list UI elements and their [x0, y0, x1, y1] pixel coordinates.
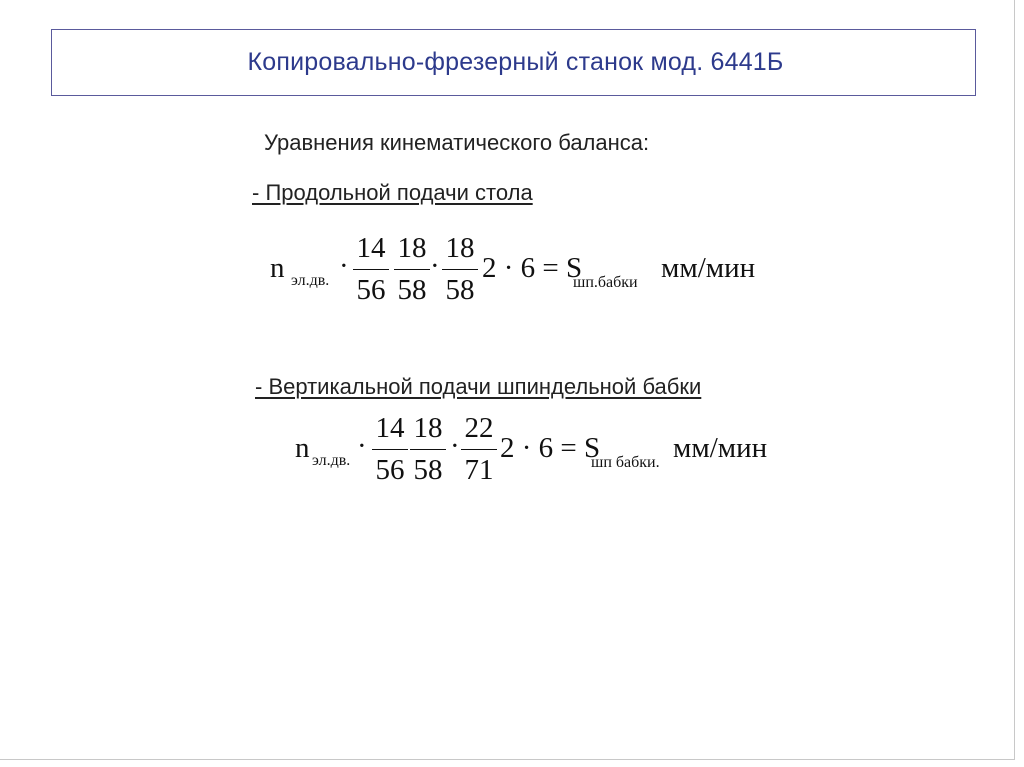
- fraction-denominator: 58: [445, 274, 475, 306]
- fraction-bar: [461, 449, 497, 450]
- fraction: [442, 232, 478, 312]
- eq-s-subscript: шп бабки.: [591, 454, 660, 471]
- subtitle: Уравнения кинематического баланса:: [264, 130, 650, 155]
- fraction-bar: [394, 269, 430, 270]
- fraction-denominator: 71: [464, 454, 494, 486]
- equation-vertical: [295, 412, 795, 492]
- fraction: [461, 412, 497, 492]
- eq-unit: мм/мин: [661, 252, 756, 284]
- fraction-numerator: 18: [445, 232, 475, 264]
- fraction-bar: [353, 269, 389, 270]
- eq-dot: ·: [339, 250, 349, 282]
- title-box: [51, 29, 976, 96]
- fraction: [394, 232, 430, 312]
- section-label-vertical: - Вертикальной подачи шпиндельной бабки: [255, 374, 702, 399]
- fraction-numerator: 18: [397, 232, 427, 264]
- eq-n: n: [295, 432, 310, 464]
- slide-title: Копировально-фрезерный станок мод. 6441Б: [247, 48, 784, 76]
- fraction-bar: [410, 449, 446, 450]
- fraction-bar: [442, 269, 478, 270]
- eq-s-subscript: шп.бабки: [573, 274, 638, 291]
- eq-tail: 2 · 6 = S: [482, 252, 583, 284]
- eq-dot: ·: [450, 430, 460, 462]
- eq-n-subscript: эл.дв.: [312, 452, 351, 469]
- fraction: [410, 412, 446, 492]
- fraction-numerator: 22: [464, 412, 494, 444]
- eq-tail: 2 · 6 = S: [500, 432, 601, 464]
- section-label-longitudinal: - Продольной подачи стола: [252, 180, 533, 205]
- fraction: [353, 232, 389, 312]
- eq-unit: мм/мин: [673, 432, 768, 464]
- fraction-numerator: 14: [356, 232, 386, 264]
- fraction-denominator: 56: [356, 274, 386, 306]
- fraction: [372, 412, 408, 492]
- eq-dot: ·: [357, 430, 367, 462]
- fraction-denominator: 58: [397, 274, 427, 306]
- fraction-numerator: 14: [375, 412, 405, 444]
- fraction-numerator: 18: [413, 412, 443, 444]
- fraction-bar: [372, 449, 408, 450]
- eq-dot: ·: [430, 250, 440, 282]
- equation-longitudinal: [270, 232, 770, 312]
- eq-n-subscript: эл.дв.: [291, 272, 330, 289]
- fraction-denominator: 58: [413, 454, 443, 486]
- fraction-denominator: 56: [375, 454, 405, 486]
- eq-n: n: [270, 252, 285, 284]
